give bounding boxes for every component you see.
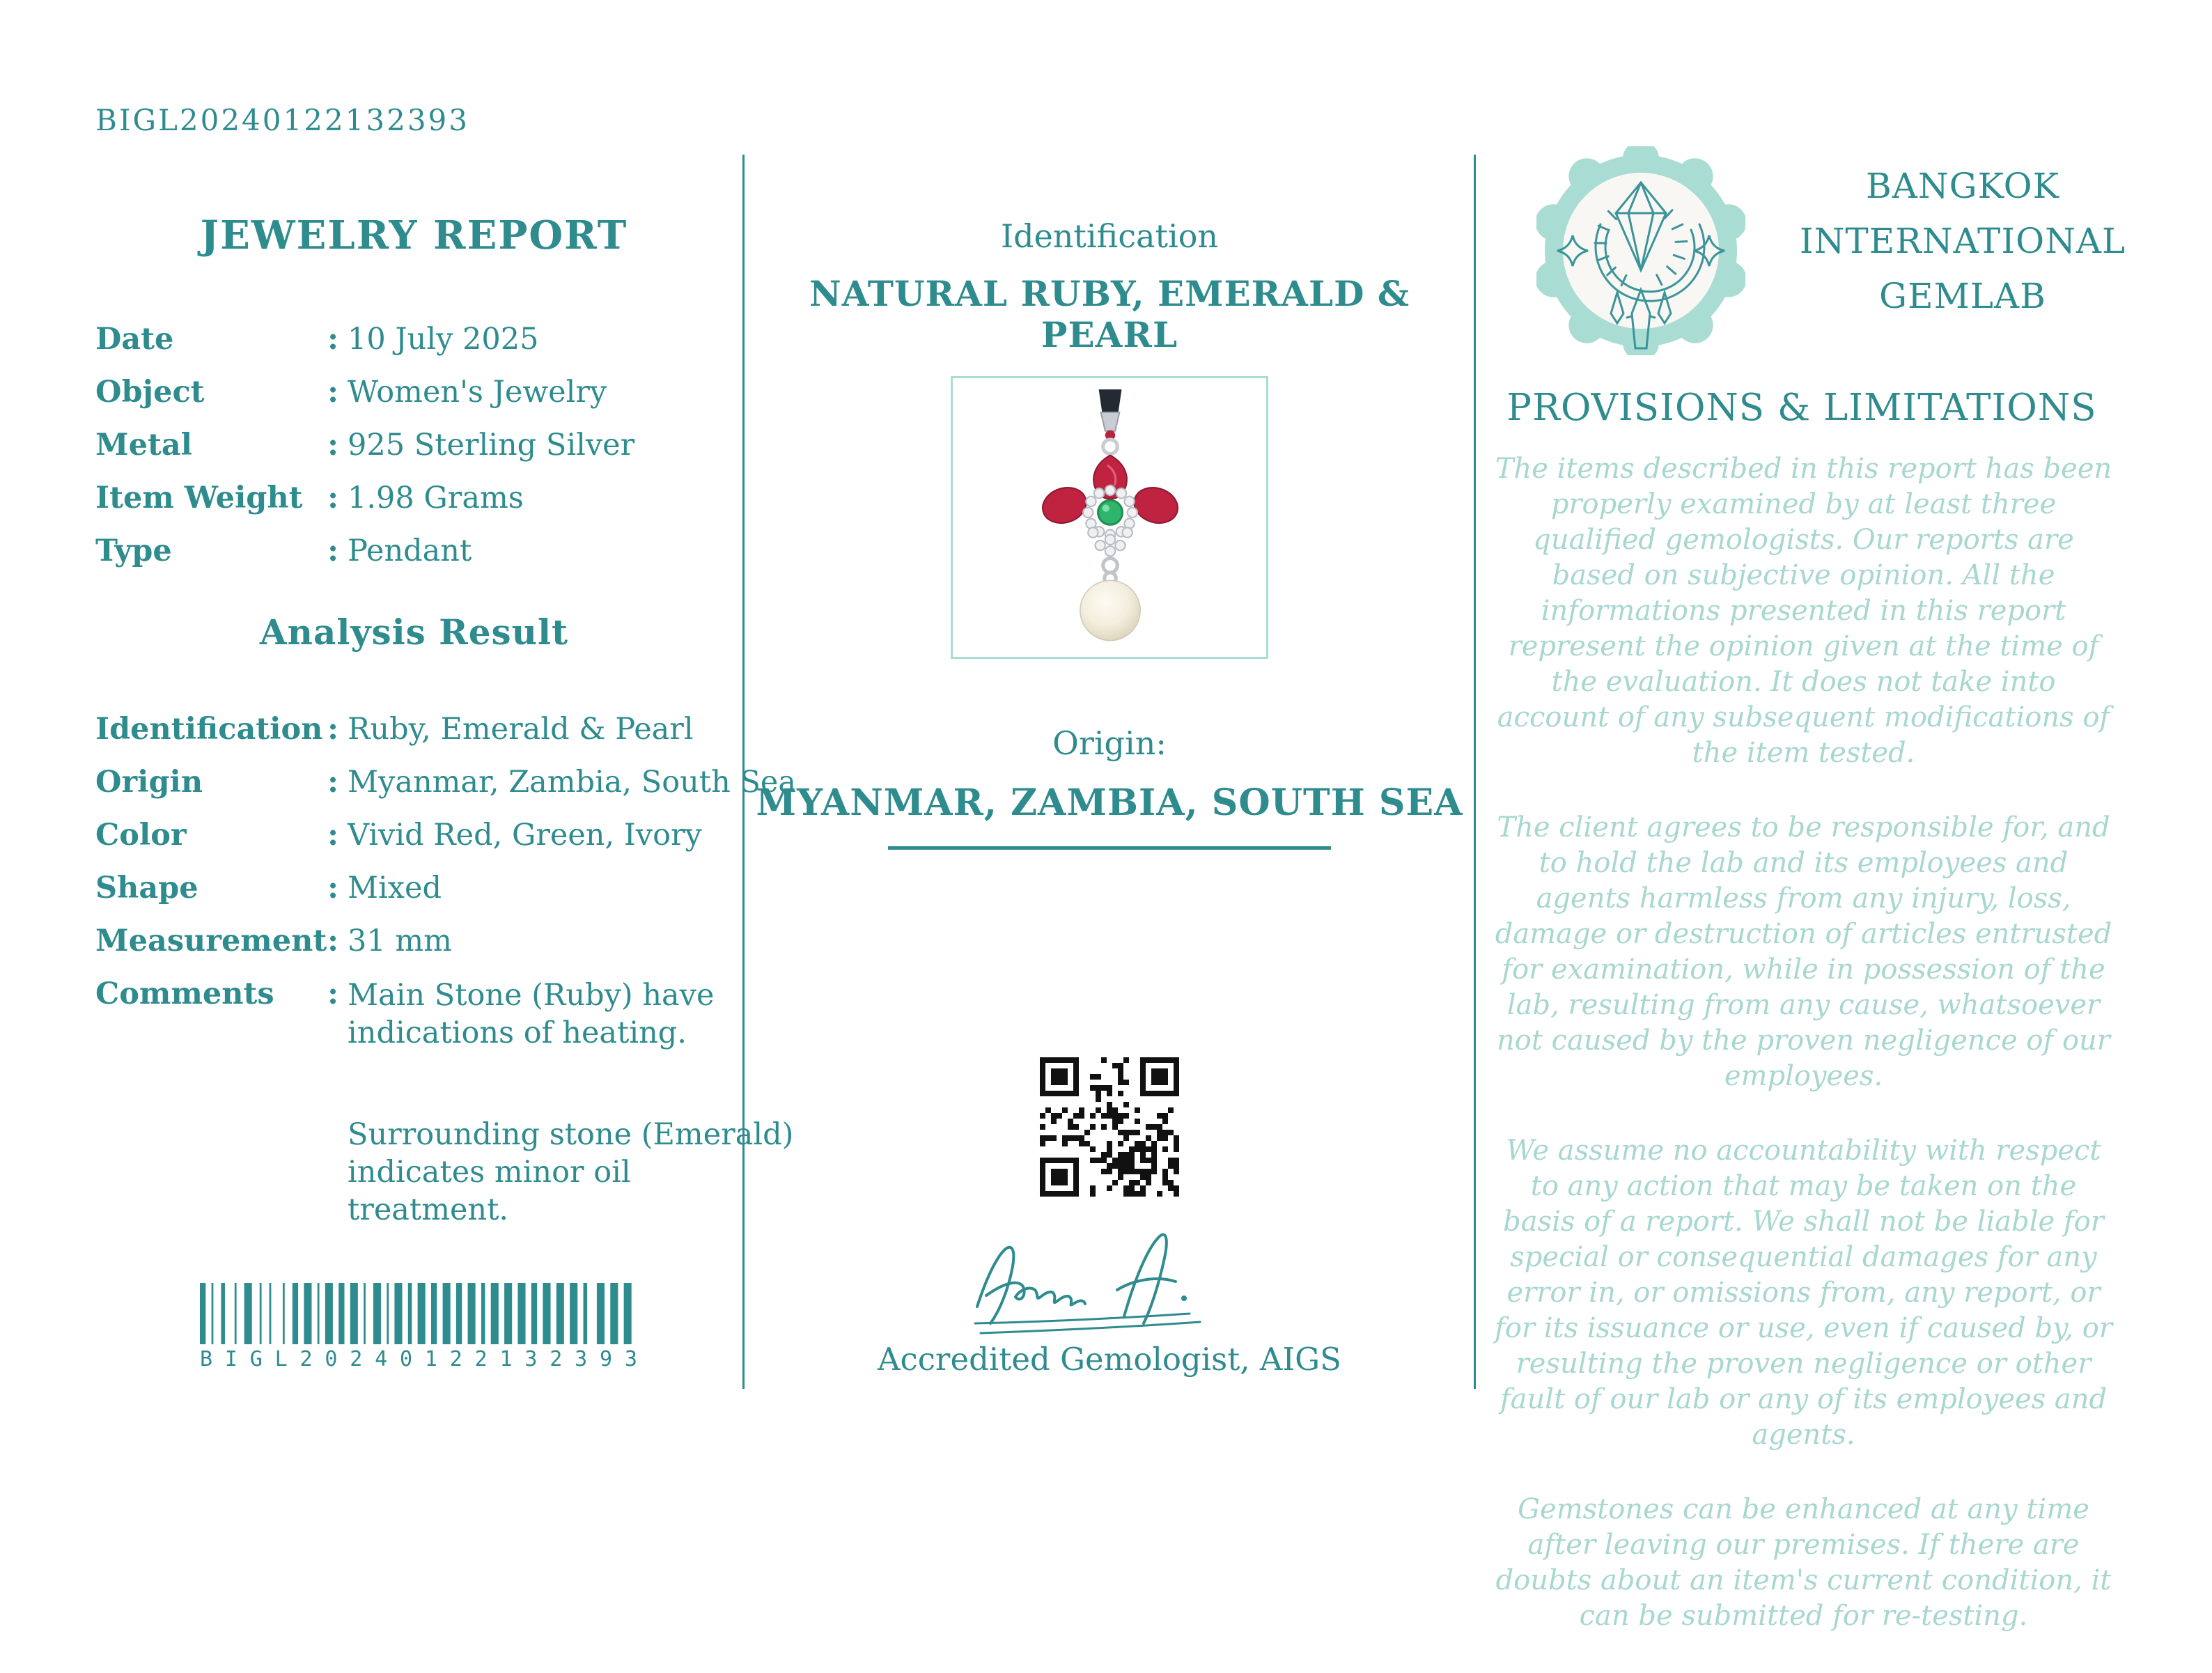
barcode-char: 1 (425, 1347, 437, 1371)
provisions-title: PROVISIONS & LIMITATIONS (1489, 387, 2114, 429)
field-value: 925 Sterling Silver (348, 428, 733, 462)
pendant-bail (1099, 389, 1122, 414)
barcode-char: G (250, 1347, 263, 1371)
barcode-char: 0 (400, 1347, 412, 1371)
field-label: Item Weight (95, 481, 318, 515)
signature-glyph (960, 1217, 1259, 1337)
barcode-char: 9 (600, 1347, 612, 1371)
barcode-char: I (225, 1347, 237, 1371)
barcode-char: 2 (350, 1347, 362, 1371)
barcode-char: 2 (550, 1347, 562, 1371)
field-label: Shape (95, 871, 318, 905)
signature (960, 1217, 1259, 1337)
jewelry-report-title: JEWELRY REPORT (95, 212, 733, 258)
field-label: Type (95, 534, 318, 568)
field-value: Ruby, Emerald & Pearl (348, 712, 796, 747)
barcode-char: 1 (500, 1347, 513, 1371)
ruby-left (1038, 482, 1091, 529)
emerald-center (1098, 500, 1123, 524)
field-value: 10 July 2025 (348, 322, 733, 357)
barcode-char: 3 (524, 1347, 537, 1371)
barcode-char: 3 (625, 1347, 637, 1371)
barcode-char: 2 (450, 1347, 462, 1371)
field-colon: : (318, 924, 348, 958)
barcode-char: B (200, 1347, 212, 1371)
field-colon: : (318, 712, 348, 747)
signer-title: Accredited Gemologist, AIGS (744, 1341, 1475, 1378)
report-number: BIGL20240122132393 (95, 103, 469, 137)
field-label: Identification (95, 712, 318, 747)
field-colon: : (318, 818, 348, 853)
field-value: 1.98 Grams (348, 481, 733, 515)
barcode-char: 2 (475, 1347, 488, 1371)
qr-code-pattern (1040, 1057, 1179, 1197)
barcode-char: 2 (300, 1347, 313, 1371)
barcode-char: 3 (575, 1347, 587, 1371)
provision-paragraph: The items described in this report has been properly examined by at least three qualified gemologists. Our reports are based on subjective opinion. All the informations presented in this report represent the opinion given at the time of the evaluation. It does not take into account of any subsequent modifications of the item tested. (1493, 451, 2114, 771)
barcode-char: 4 (375, 1347, 387, 1371)
item-details-table (95, 322, 733, 568)
field-label: Date (95, 322, 318, 357)
center-column (744, 0, 1475, 1565)
pearl (1080, 580, 1140, 640)
field-value: Women's Jewelry (348, 375, 733, 410)
gemlab-logo-badge (1536, 146, 1745, 355)
field-value: Pendant (348, 534, 733, 568)
field-colon: : (318, 765, 348, 800)
barcode-char: L (275, 1347, 288, 1371)
field-value: Mixed (348, 871, 796, 905)
ruby-right (1130, 482, 1183, 529)
identification-value: NATURAL RUBY, EMERALD & PEARL (744, 273, 1475, 355)
field-label: Comments (95, 976, 318, 1229)
barcode (200, 1283, 637, 1371)
field-colon: : (318, 428, 348, 462)
provision-paragraph: Gemstones can be enhanced at any time after leaving our premises. If there are doubts about an item's current condition, it can be submitted for re-testing. (1493, 1492, 2114, 1634)
provision-paragraph: The client agrees to be responsible for, and to hold the lab and its employees and agents harmless from any injury, loss, damage or destruction of articles entrusted for examination, while in possession of the lab, resulting from any cause, whatsoever not caused by the proven negligence of our employees. (1493, 810, 2114, 1094)
barcode-char: 0 (325, 1347, 337, 1371)
right-column (1475, 0, 2212, 1565)
org-name-line: BANGKOK (1754, 159, 2172, 214)
analysis-result-title: Analysis Result (95, 612, 733, 653)
origin-underline (888, 846, 1331, 850)
field-colon: : (318, 871, 348, 905)
gemlab-logo (1536, 146, 1745, 355)
field-colon: : (318, 481, 348, 515)
provision-paragraph: We assume no accountability with respect to any action that may be taken on the basis of a report. We shall not be liable for special or consequential damages for any error in, or omissions from, any report, or for its issuance or use, even if caused by, or resulting the proven negligence or other fault of our lab or any of its employees and agents. (1493, 1133, 2114, 1453)
barcode-text (200, 1347, 637, 1371)
field-colon: : (318, 322, 348, 357)
field-value: Myanmar, Zambia, South Sea (348, 765, 796, 800)
analysis-result-table (95, 712, 733, 1229)
comment-line: Surrounding stone (Emerald) indicates minor oil treatment. (348, 1116, 796, 1229)
field-label: Metal (95, 428, 318, 462)
comments-value (348, 976, 796, 1229)
field-label: Measurement (95, 924, 318, 958)
origin-label: Origin: (744, 724, 1475, 762)
field-colon: : (318, 534, 348, 568)
comment-line: Main Stone (Ruby) have indications of heating. (348, 976, 796, 1052)
field-label: Color (95, 818, 318, 853)
org-name-line: GEMLAB (1754, 269, 2172, 324)
field-colon: : (318, 375, 348, 410)
field-colon: : (318, 976, 348, 1229)
origin-value: MYANMAR, ZAMBIA, SOUTH SEA (744, 781, 1475, 824)
left-column (95, 0, 733, 1565)
field-value: Vivid Red, Green, Ivory (348, 818, 796, 853)
pendant-photo (951, 376, 1268, 659)
org-name-line: INTERNATIONAL (1754, 214, 2172, 269)
field-value: 31 mm (348, 924, 796, 958)
pendant-illustration (991, 385, 1228, 650)
provisions-body (1493, 451, 2114, 1673)
identification-section-title: Identification (744, 217, 1475, 255)
field-label: Object (95, 375, 318, 410)
field-label: Origin (95, 765, 318, 800)
qr-code (1040, 1057, 1179, 1197)
org-name (1754, 159, 2172, 324)
barcode-bars (200, 1283, 637, 1344)
